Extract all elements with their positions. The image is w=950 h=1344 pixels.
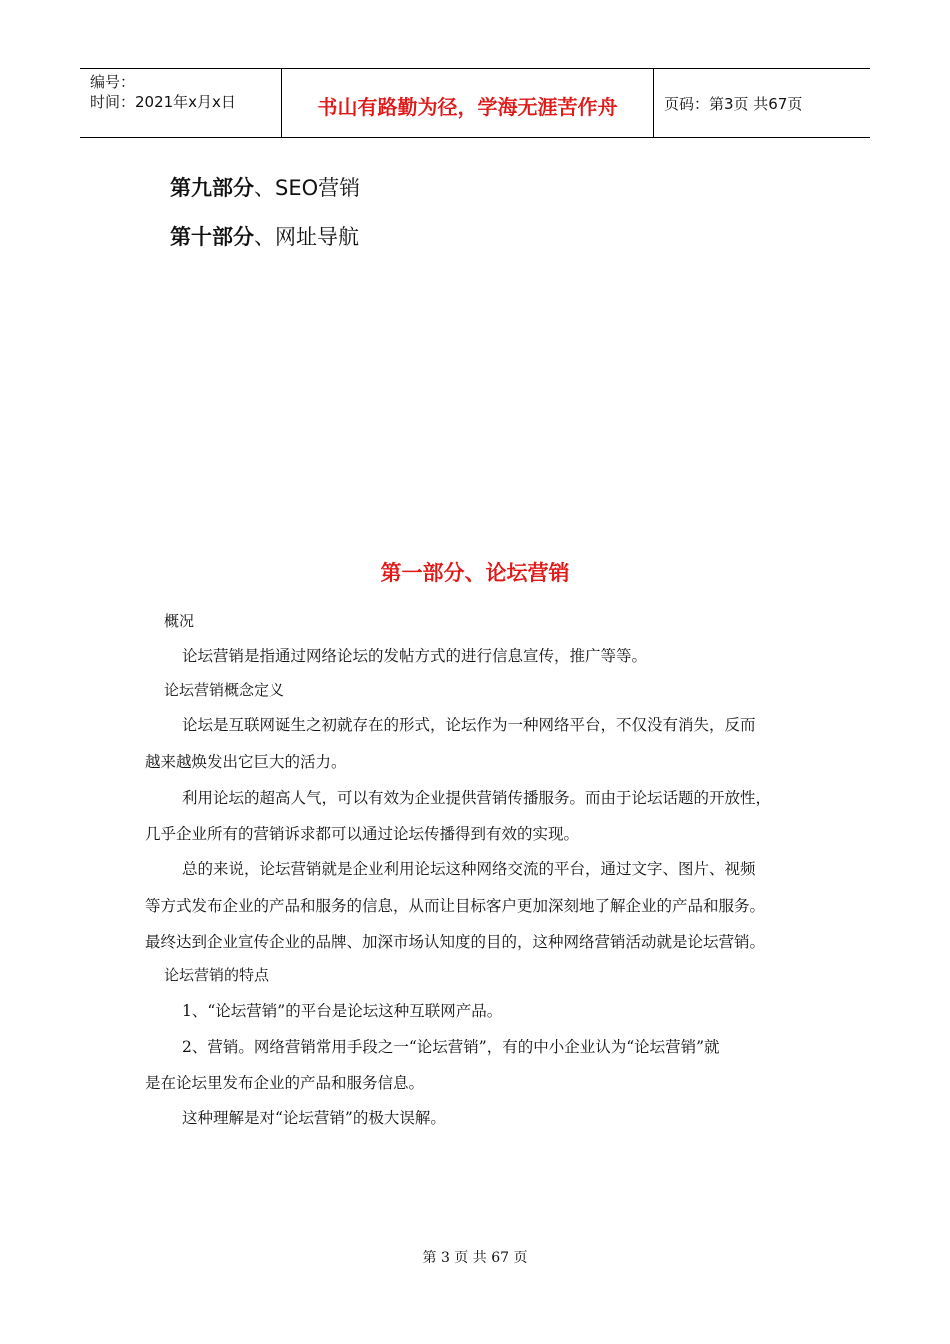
feature-1: 1、“论坛营销”的平台是论坛这种互联网产品。 bbox=[182, 1002, 503, 1020]
feature-2-line-2: 是在论坛里发布企业的产品和服务信息。 bbox=[145, 1074, 425, 1092]
subheading-features: 论坛营销的特点 bbox=[164, 966, 270, 984]
subheading-overview: 概况 bbox=[164, 612, 195, 630]
toc-item-part9-bold: 第九部分 bbox=[170, 176, 254, 200]
section-title: 第一部分、论坛营销 bbox=[380, 561, 570, 585]
paragraph-2-line-1: 利用论坛的超高人气，可以有效为企业提供营销传播服务。而由于论坛话题的开放性， bbox=[182, 789, 772, 807]
header-page-cell bbox=[654, 69, 870, 137]
page-label: 页码：第3页 共67页 bbox=[664, 95, 803, 113]
toc-item-part10-bold: 第十部分 bbox=[170, 225, 254, 249]
number-label: 编号： bbox=[90, 73, 136, 91]
paragraph-1-line-1: 论坛是互联网诞生之初就存在的形式，论坛作为一种网络平台，不仅没有消失，反而 bbox=[182, 716, 756, 734]
feature-3: 这种理解是对“论坛营销”的极大误解。 bbox=[182, 1109, 446, 1127]
paragraph-1-line-2: 越来越焕发出它巨大的活力。 bbox=[145, 753, 347, 771]
toc-item-part9-rest: 、SEO营销 bbox=[254, 176, 361, 200]
paragraph-overview: 论坛营销是指通过网络论坛的发帖方式的进行信息宣传，推广等等。 bbox=[182, 647, 648, 665]
feature-2-line-1: 2、营销。网络营销常用手段之一“论坛营销”，有的中小企业认为“论坛营销”就 bbox=[182, 1038, 720, 1056]
toc-item-part9 bbox=[170, 172, 360, 202]
header-table bbox=[80, 68, 870, 138]
header-motto-cell bbox=[282, 69, 654, 137]
toc-item-part10 bbox=[170, 221, 359, 251]
time-label: 时间：2021年x月x日 bbox=[90, 93, 236, 111]
header-info-cell bbox=[80, 69, 282, 137]
toc-item-part10-rest: 、网址导航 bbox=[254, 225, 359, 249]
page-footer: 第 3 页 共 67 页 bbox=[422, 1250, 528, 1266]
paragraph-3-line-2: 等方式发布企业的产品和服务的信息，从而让目标客户更加深刻地了解企业的产品和服务。 bbox=[145, 897, 766, 915]
subheading-definition: 论坛营销概念定义 bbox=[164, 681, 285, 699]
motto: 书山有路勤为径，学海无涯苦作舟 bbox=[317, 95, 618, 119]
paragraph-3-line-3: 最终达到企业宣传企业的品牌、加深市场认知度的目的，这种网络营销活动就是论坛营销。 bbox=[145, 933, 766, 951]
paragraph-2-line-2: 几乎企业所有的营销诉求都可以通过论坛传播得到有效的实现。 bbox=[145, 825, 580, 843]
paragraph-3-line-1: 总的来说，论坛营销就是企业利用论坛这种网络交流的平台，通过文字、图片、视频 bbox=[182, 860, 756, 878]
